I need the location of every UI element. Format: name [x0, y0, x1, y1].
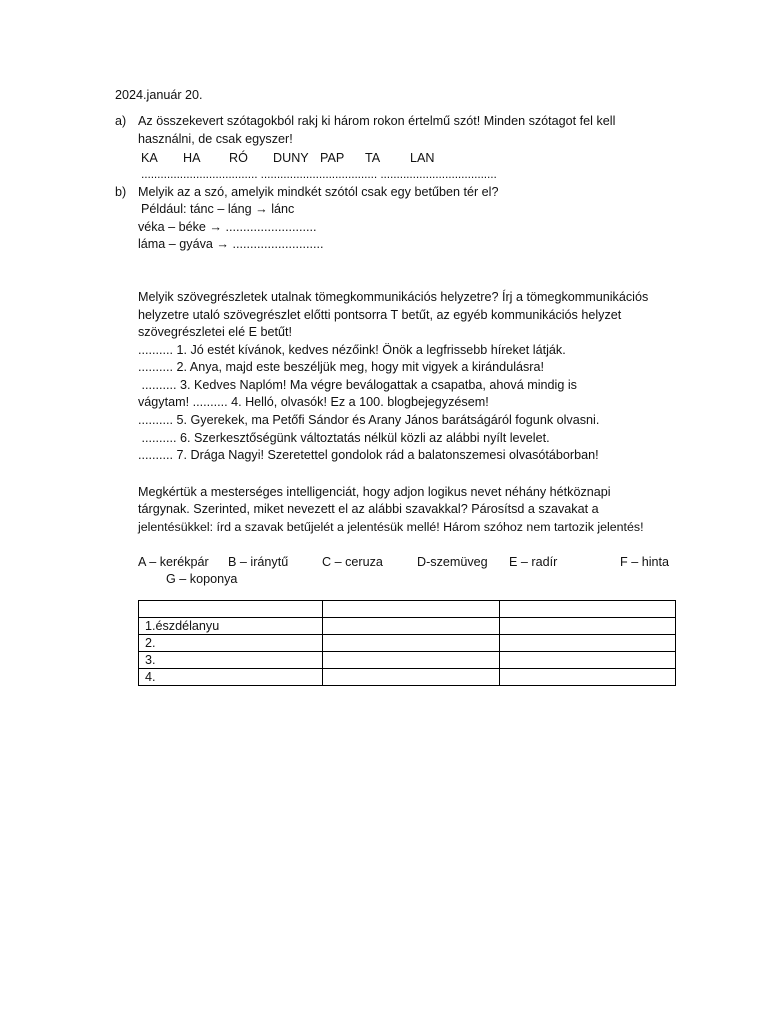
- table-cell[interactable]: [500, 652, 676, 669]
- date: 2024.január 20.: [115, 88, 203, 102]
- table-cell[interactable]: [323, 618, 500, 635]
- task-d-intro-line3: jelentésükkel: írd a szavak betűjelét a jelentésük mellé! Három szóhoz nem tartozik jelentés!: [138, 520, 644, 534]
- task-c-line: .......... 6. Szerkesztőségünk változtatás nélkül közli az alábbi nyílt levelet.: [138, 431, 550, 445]
- syllable: RÓ: [229, 151, 248, 165]
- task-b-item-1: véka – béke → ..........................: [138, 220, 317, 234]
- option-item: D-szemüveg: [417, 555, 488, 569]
- table-row: [139, 652, 676, 669]
- task-d-intro-line2: tárgynak. Szerinted, miket nevezett el az alábbi szavakkal? Párosítsd a szavakat a: [138, 502, 599, 516]
- task-b-item-2: láma – gyáva → ..........................: [138, 237, 324, 251]
- option-item: E – radír: [509, 555, 558, 569]
- task-c-line: .......... 7. Drága Nagyi! Szeretettel gondolok rád a balatonszemesi olvasótáborban!: [138, 448, 599, 462]
- task-a-instruction-line2: használni, de csak egyszer!: [138, 132, 293, 146]
- option-item: A – kerékpár: [138, 555, 209, 569]
- task-d-intro-line1: Megkértük a mesterséges intelligenciát, hogy adjon logikus nevet néhány hétköznapi: [138, 485, 611, 499]
- syllable: PAP: [320, 151, 345, 165]
- table-cell[interactable]: 4.: [139, 669, 323, 686]
- table-cell[interactable]: [323, 652, 500, 669]
- table-cell[interactable]: [500, 669, 676, 686]
- syllable: DUNY: [273, 151, 309, 165]
- task-b-instruction: Melyik az a szó, amelyik mindkét szótól csak egy betűben tér el?: [138, 185, 499, 199]
- table-cell[interactable]: [323, 601, 500, 618]
- task-c-intro-line2: helyzetre utaló szövegrészlet előtti pontsorra T betűt, az egyéb kommunikációs helyzet: [138, 308, 622, 322]
- syllable: HA: [183, 151, 201, 165]
- task-a-label: a): [115, 114, 127, 128]
- table-cell[interactable]: [323, 635, 500, 652]
- table-cell[interactable]: [500, 601, 676, 618]
- syllable: LAN: [410, 151, 435, 165]
- option-item: C – ceruza: [322, 555, 383, 569]
- syllable: KA: [141, 151, 158, 165]
- table-cell[interactable]: [323, 669, 500, 686]
- task-b-example: Például: tánc – láng → lánc: [141, 202, 295, 216]
- option-item: B – iránytű: [228, 555, 289, 569]
- table-row: [139, 601, 676, 618]
- table-cell[interactable]: 3.: [139, 652, 323, 669]
- task-b-label: b): [115, 185, 127, 199]
- task-c-intro-line3: szövegrészletei elé E betűt!: [138, 325, 293, 339]
- table-row: [139, 635, 676, 652]
- task-a-instruction-line1: Az összekevert szótagokból rakj ki három rokon értelmű szót! Minden szótagot fel kell: [138, 114, 616, 128]
- task-c-line: .......... 1. Jó estét kívánok, kedves nézőink! Önök a legfrissebb híreket látják.: [138, 343, 566, 357]
- table-cell[interactable]: [139, 601, 323, 618]
- table-row: [139, 669, 676, 686]
- task-c-line: .......... 3. Kedves Naplóm! Ma végre beválogattak a csapatba, ahová mindig is: [138, 378, 577, 392]
- table-cell[interactable]: [500, 635, 676, 652]
- table-cell[interactable]: 2.: [139, 635, 323, 652]
- task-c-intro-line1: Melyik szövegrészletek utalnak tömegkommunikációs helyzetre? Írj a tömegkommunikációs: [138, 290, 649, 304]
- option-item: G – koponya: [166, 572, 238, 586]
- task-c-line: .......... 2. Anya, majd este beszéljük meg, hogy mit vigyek a kirándulásra!: [138, 360, 544, 374]
- task-c-line: .......... 5. Gyerekek, ma Petőfi Sándor és Arany János barátságáról fogunk olvasni.: [138, 413, 600, 427]
- table-cell[interactable]: 1.észdélanyu: [139, 618, 323, 635]
- task-c-line: vágytam! .......... 4. Helló, olvasók! Ez a 100. blogbejegyzésem!: [138, 395, 489, 409]
- table-row: [139, 618, 676, 635]
- answer-dots-line: .................................... .................................... ....................................: [141, 167, 497, 181]
- answer-table: [138, 600, 676, 686]
- option-item: F – hinta: [620, 555, 670, 569]
- table-cell[interactable]: [500, 618, 676, 635]
- syllable: TA: [365, 151, 381, 165]
